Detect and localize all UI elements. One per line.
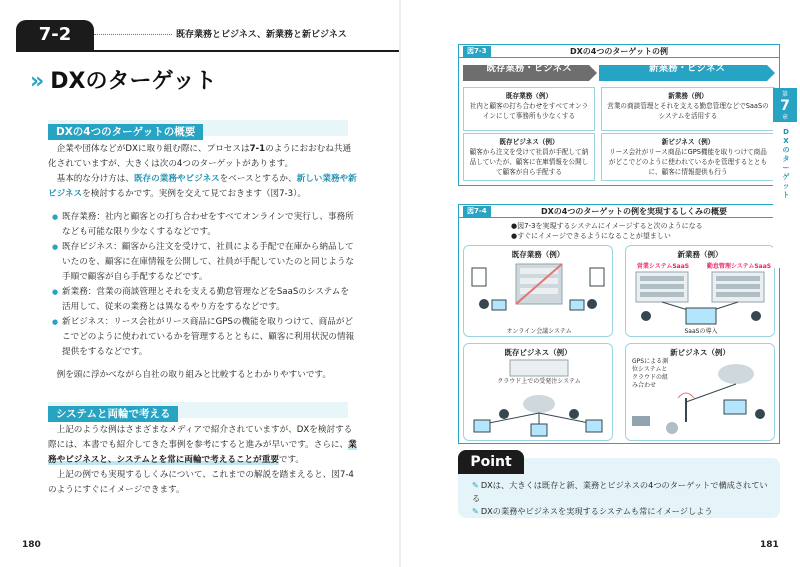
right-page — [400, 0, 800, 567]
gps-cloud-illustration — [626, 358, 776, 440]
scene-caption: オンライン会議システム — [506, 328, 572, 335]
scene-new-operations — [625, 245, 775, 337]
figure-7-4-note-2: ●すぐにイメージできるようになることが望ましい — [511, 232, 671, 240]
page-number-left: 180 — [22, 540, 41, 550]
section-title — [30, 64, 217, 95]
example-list — [52, 210, 357, 360]
figure-7-4-header — [459, 205, 779, 218]
chapter-index — [773, 88, 797, 122]
paragraph-3: 例を頭に浮かべながら自社の取り組みと比較するとわかりやすいです。 — [56, 370, 331, 380]
new-header: 新業務・ビジネス — [649, 63, 725, 74]
box-title: 既存ビジネス（例） — [499, 138, 559, 146]
scene-caption: SaaSの導入 — [684, 328, 718, 335]
subhead-system — [48, 402, 348, 418]
online-meeting-illustration — [464, 260, 614, 326]
paragraph-3-wrap — [48, 368, 358, 383]
point-box — [458, 454, 780, 518]
new-biz-box — [601, 133, 775, 181]
saas-system-1: 営業システムSaaS — [636, 263, 690, 270]
chapter-suffix: 章 — [781, 114, 788, 121]
paragraph-5: 上記の例でも実現するしくみについて、これまでの解説を踏まえると、図7-4のようにすぐにイメージできます。 — [48, 470, 354, 495]
system-paragraphs — [48, 423, 358, 498]
existing-biz-box — [463, 133, 595, 181]
point-item-text: DXは、大きくは既存と新、業務とビジネスの4つのターゲットで構成されている — [472, 480, 768, 503]
point-list — [472, 479, 772, 518]
point-item — [472, 479, 772, 505]
figure-7-4-note-1: ●図7-3を実現するシステムにイメージすると次のようになる — [511, 222, 703, 230]
box-text: リース会社がリース商品にGPS機能を取りつけて商品がどこでどのように使われているかを管理するとともに、顧客に情報提供も行う — [608, 148, 768, 176]
list-item: ● 既存業務：社内と顧客との打ち合わせをすべてオンラインで実行し、事務所なども可能な限り少なくするなどです。 — [52, 210, 357, 240]
figure-7-3 — [458, 44, 780, 186]
new-business-box — [601, 87, 775, 131]
figure-7-4-title: DXの4つのターゲットの例を実現するしくみの概要 — [540, 207, 728, 216]
box-text: 社内と顧客の打ち合わせをすべてオンラインにして事務所も少なくする — [469, 102, 589, 120]
box-title: 新ビジネス（例） — [661, 138, 715, 146]
list-item: ● 新業務：営業の商談管理とそれを支える勤怠管理などをSaaSのシステムを活用して、従来の業務とは異なるやり方をするなどです。 — [52, 285, 357, 315]
point-item — [472, 505, 772, 518]
saas-system-2: 勤怠管理システムSaaS — [706, 263, 772, 270]
list-item: ● 既存ビジネス：顧客から注文を受けて、社員による手配で在庫から納品していたのを、顧客に在庫情報を公開して、社員が手配していたのと同じような手順で顧客が自ら手配するなどです。 — [52, 240, 357, 285]
scene-title: 新ビジネス（例） — [670, 348, 730, 357]
paragraph-2: 基本的な分け方は、既存の業務やビジネスをベースとするか、新しい業務や新ビジネスを検討するかです。実例を交えて見ておきます（図7-3）。 — [48, 174, 357, 199]
page-number-right: 181 — [760, 540, 779, 550]
point-label: Point — [458, 450, 524, 474]
figure-7-3-title: DXの4つのターゲットの例 — [569, 47, 669, 56]
scene-title: 既存ビジネス（例） — [504, 348, 572, 357]
chapter-label: 第 — [781, 91, 788, 98]
point-item-text: DXの業務やビジネスを実現するシステムも常にイメージしよう — [480, 506, 713, 516]
pencil-icon: ✎ — [472, 506, 479, 516]
scene-title: 新業務（例） — [677, 250, 723, 259]
pencil-icon: ✎ — [472, 480, 479, 490]
double-chevron-icon: » — [30, 69, 45, 94]
figure-7-4-tag: 図7-4 — [463, 206, 491, 217]
scene-existing-operations — [463, 245, 613, 337]
section-title-text: DXのターゲット — [50, 69, 217, 94]
scene-caption: GPSによる測位システムとクラウドの組み合わせ — [632, 358, 669, 389]
list-item: ● 新ビジネス：リース会社がリース商品にGPSの機能を取りつけて、商品がどこでどのように使われているかを管理するとともに、顧客に利用状況の情報提供をするなどです。 — [52, 315, 357, 360]
existing-business-box — [463, 87, 595, 131]
box-title: 既存業務（例） — [505, 92, 553, 100]
chapter-side-tab — [773, 88, 797, 268]
scene-title: 既存業務（例） — [511, 250, 565, 259]
header-rule — [16, 50, 400, 52]
intro-paragraphs — [48, 142, 358, 202]
paragraph-4: 上記のような例はさまざまなメディアで紹介されていますが、DXを検討する際には、本書でも紹介してきた事例を参考にすると進みが早いです。さらに、業務やビジネスと、システムとを常に両輪で考えることが重要です。 — [48, 425, 357, 465]
scene-existing-business — [463, 343, 613, 441]
box-text: 営業の商談管理とそれを支える勤怠管理などでSaaSのシステムを活用する — [607, 102, 769, 120]
chapter-tab: 7-2 — [16, 20, 94, 50]
box-title: 新業務（例） — [668, 92, 708, 100]
subhead-system-text: システムと両輪で考える — [48, 406, 178, 422]
header-dotted-line — [94, 34, 172, 35]
scene-new-business — [625, 343, 775, 441]
header-title: 既存業務とビジネス、新業務と新ビジネス — [176, 30, 347, 40]
chapter-side-title: DXのターゲット — [782, 128, 790, 199]
subhead-overview-text: DXの4つのターゲットの概要 — [48, 124, 203, 140]
subhead-overview — [48, 120, 348, 136]
cloud-ordering-illustration — [464, 358, 614, 440]
box-text: 顧客から注文を受けて社員が手配して納品していたが、顧客に在庫情報を公開して顧客が自ら手配する — [469, 148, 589, 176]
figure-7-3-tag: 図7-3 — [463, 46, 491, 57]
existing-header: 既存業務・ビジネス — [486, 63, 572, 74]
paragraph-1: 企業や団体などがDXに取り組む際に、プロセスは7-1のようにおおむね共通化されていますが、大きくは次の4つのターゲットがあります。 — [48, 144, 352, 169]
figure-7-4 — [458, 204, 780, 444]
scene-caption: クラウド上での受発注システム — [497, 378, 581, 385]
chapter-number: 7 — [780, 98, 790, 114]
saas-illustration — [626, 270, 776, 326]
